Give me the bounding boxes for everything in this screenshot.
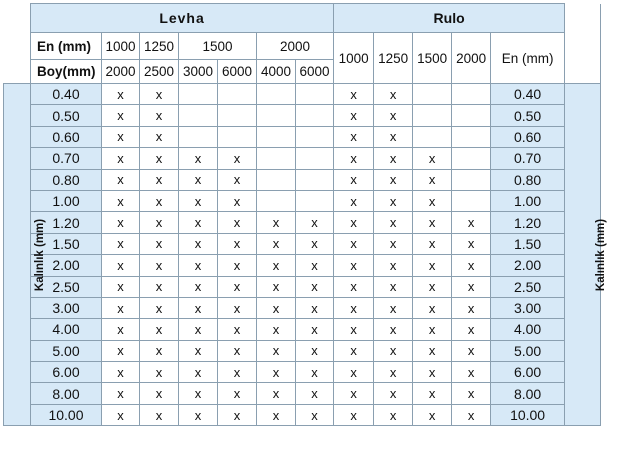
thickness-value-right: 0.60	[491, 126, 565, 147]
rulo-cell: x	[334, 297, 374, 318]
levha-cell: x	[257, 319, 296, 340]
rulo-en-1250: 1250	[374, 33, 413, 84]
thickness-value-right: 3.00	[491, 297, 565, 318]
rulo-cell: x	[334, 169, 374, 190]
levha-cell: x	[218, 212, 257, 233]
rulo-cell: x	[413, 340, 452, 361]
levha-cell: x	[218, 404, 257, 425]
levha-cell: x	[102, 169, 140, 190]
thickness-value: 1.00	[31, 190, 102, 211]
en-label: En (mm)	[31, 33, 102, 60]
levha-title: Levha	[31, 4, 334, 33]
levha-cell: x	[102, 190, 140, 211]
rulo-cell: x	[413, 190, 452, 211]
dimensions-table	[3, 3, 608, 426]
rulo-cell: x	[374, 190, 413, 211]
levha-cell: x	[296, 297, 334, 318]
thickness-value-right: 10.00	[491, 404, 565, 425]
thickness-value: 5.00	[31, 340, 102, 361]
en-value-2000: 2000	[257, 33, 334, 60]
thickness-value-right: 6.00	[491, 362, 565, 383]
rulo-cell: x	[413, 169, 452, 190]
thickness-value: 8.00	[31, 383, 102, 404]
thickness-value-right: 0.50	[491, 105, 565, 126]
levha-cell	[257, 148, 296, 169]
rulo-en-1000: 1000	[334, 33, 374, 84]
levha-cell	[296, 169, 334, 190]
levha-cell: x	[140, 190, 179, 211]
rulo-title: Rulo	[334, 4, 565, 33]
table-row	[4, 362, 601, 383]
levha-cell	[257, 84, 296, 105]
levha-cell: x	[179, 276, 218, 297]
en-value-1000: 1000	[102, 33, 140, 60]
rulo-cell	[413, 126, 452, 147]
en-value-1250: 1250	[140, 33, 179, 60]
boy-value: 4000	[257, 60, 296, 84]
rulo-en-label: En (mm)	[491, 33, 565, 84]
rulo-en-1500: 1500	[413, 33, 452, 84]
levha-cell	[179, 84, 218, 105]
levha-cell	[218, 105, 257, 126]
rulo-cell: x	[334, 148, 374, 169]
levha-cell: x	[102, 233, 140, 254]
levha-cell: x	[140, 212, 179, 233]
rulo-cell: x	[452, 276, 491, 297]
rulo-cell: x	[334, 126, 374, 147]
levha-cell: x	[102, 297, 140, 318]
levha-cell: x	[218, 319, 257, 340]
levha-cell: x	[102, 126, 140, 147]
thickness-value: 0.40	[31, 84, 102, 105]
table-row	[4, 255, 601, 276]
levha-cell: x	[102, 255, 140, 276]
levha-cell	[257, 169, 296, 190]
levha-cell	[179, 126, 218, 147]
levha-cell	[296, 105, 334, 126]
levha-cell	[257, 105, 296, 126]
rulo-cell: x	[334, 340, 374, 361]
levha-cell: x	[218, 190, 257, 211]
rulo-cell: x	[374, 340, 413, 361]
levha-cell: x	[257, 276, 296, 297]
levha-cell: x	[140, 276, 179, 297]
rulo-cell: x	[334, 84, 374, 105]
levha-cell: x	[218, 297, 257, 318]
rulo-cell: x	[334, 319, 374, 340]
levha-cell: x	[102, 276, 140, 297]
thickness-value-right: 8.00	[491, 383, 565, 404]
rulo-cell: x	[374, 297, 413, 318]
levha-cell: x	[296, 383, 334, 404]
table-row	[4, 340, 601, 361]
levha-cell: x	[296, 233, 334, 254]
levha-cell: x	[257, 362, 296, 383]
levha-cell: x	[218, 383, 257, 404]
thickness-value: 2.00	[31, 255, 102, 276]
rulo-cell: x	[334, 276, 374, 297]
levha-cell: x	[296, 255, 334, 276]
thickness-value-right: 1.00	[491, 190, 565, 211]
thickness-value: 0.60	[31, 126, 102, 147]
thickness-value: 6.00	[31, 362, 102, 383]
levha-cell: x	[179, 212, 218, 233]
levha-cell: x	[179, 190, 218, 211]
levha-cell: x	[140, 404, 179, 425]
table-row	[4, 126, 601, 147]
thickness-value: 0.70	[31, 148, 102, 169]
table-body	[4, 84, 608, 426]
rulo-cell: x	[452, 297, 491, 318]
thickness-value: 10.00	[31, 404, 102, 425]
rulo-cell: x	[334, 383, 374, 404]
levha-cell: x	[257, 297, 296, 318]
rulo-cell: x	[374, 319, 413, 340]
rulo-cell: x	[452, 255, 491, 276]
levha-cell: x	[257, 255, 296, 276]
rulo-cell: x	[374, 105, 413, 126]
table-row	[4, 148, 601, 169]
levha-cell: x	[102, 340, 140, 361]
levha-cell: x	[218, 169, 257, 190]
levha-cell: x	[140, 169, 179, 190]
levha-cell: x	[102, 212, 140, 233]
rulo-cell: x	[334, 105, 374, 126]
rulo-cell	[452, 169, 491, 190]
levha-cell: x	[218, 233, 257, 254]
rulo-cell: x	[374, 169, 413, 190]
thickness-value: 3.00	[31, 297, 102, 318]
thickness-value-right: 5.00	[491, 340, 565, 361]
rulo-cell: x	[413, 148, 452, 169]
rulo-cell: x	[334, 255, 374, 276]
levha-cell: x	[140, 383, 179, 404]
rulo-cell: x	[452, 233, 491, 254]
levha-cell: x	[257, 340, 296, 361]
rulo-cell	[413, 84, 452, 105]
corner-left	[4, 4, 31, 84]
thickness-value: 2.50	[31, 276, 102, 297]
thickness-value-right: 4.00	[491, 319, 565, 340]
levha-cell: x	[140, 148, 179, 169]
thickness-value: 0.80	[31, 169, 102, 190]
rulo-cell: x	[452, 362, 491, 383]
thickness-value: 1.50	[31, 233, 102, 254]
levha-cell: x	[179, 297, 218, 318]
boy-value: 6000	[218, 60, 257, 84]
thickness-value: 1.20	[31, 212, 102, 233]
rulo-cell: x	[413, 233, 452, 254]
levha-cell	[296, 190, 334, 211]
rulo-cell: x	[374, 362, 413, 383]
table-row	[4, 297, 601, 318]
thickness-value-right: 2.50	[491, 276, 565, 297]
levha-cell: x	[218, 276, 257, 297]
levha-cell: x	[296, 362, 334, 383]
rulo-cell: x	[413, 362, 452, 383]
rulo-cell: x	[334, 212, 374, 233]
boy-value: 2000	[102, 60, 140, 84]
rulo-cell: x	[374, 404, 413, 425]
rulo-cell: x	[374, 383, 413, 404]
thickness-side-label-left	[4, 84, 47, 426]
levha-cell	[296, 148, 334, 169]
levha-cell: x	[179, 255, 218, 276]
levha-cell: x	[179, 404, 218, 425]
levha-cell: x	[102, 404, 140, 425]
levha-cell: x	[102, 105, 140, 126]
rulo-cell	[452, 126, 491, 147]
levha-cell: x	[140, 340, 179, 361]
levha-cell: x	[102, 148, 140, 169]
levha-cell	[296, 84, 334, 105]
boy-value: 2500	[140, 60, 179, 84]
thickness-value: 0.50	[31, 105, 102, 126]
rulo-cell: x	[452, 383, 491, 404]
boy-value: 3000	[179, 60, 218, 84]
levha-cell: x	[296, 404, 334, 425]
rulo-cell: x	[334, 362, 374, 383]
levha-cell: x	[140, 297, 179, 318]
levha-cell: x	[218, 148, 257, 169]
table-row	[4, 190, 601, 211]
levha-cell: x	[140, 105, 179, 126]
levha-cell: x	[218, 340, 257, 361]
rulo-cell: x	[413, 276, 452, 297]
table-row	[4, 105, 601, 126]
rulo-cell: x	[374, 84, 413, 105]
rulo-cell: x	[413, 319, 452, 340]
levha-cell: x	[179, 340, 218, 361]
rulo-cell: x	[374, 276, 413, 297]
levha-cell: x	[102, 319, 140, 340]
levha-cell: x	[179, 148, 218, 169]
levha-cell: x	[140, 233, 179, 254]
thickness-value-right: 0.80	[491, 169, 565, 190]
rulo-en-2000: 2000	[452, 33, 491, 84]
thickness-value-right: 1.20	[491, 212, 565, 233]
levha-cell: x	[140, 319, 179, 340]
levha-cell: x	[179, 169, 218, 190]
levha-cell: x	[218, 255, 257, 276]
levha-cell	[179, 105, 218, 126]
levha-cell	[257, 126, 296, 147]
corner-right	[565, 4, 601, 84]
rulo-cell: x	[374, 148, 413, 169]
rulo-cell: x	[413, 383, 452, 404]
levha-cell: x	[102, 84, 140, 105]
levha-cell: x	[296, 276, 334, 297]
thickness-side-label-right	[565, 84, 608, 426]
rulo-cell	[452, 148, 491, 169]
rulo-cell: x	[413, 255, 452, 276]
table-row	[4, 84, 601, 105]
thickness-label: Kalınlık (mm)	[34, 218, 47, 291]
levha-cell: x	[140, 362, 179, 383]
levha-cell: x	[140, 126, 179, 147]
levha-cell: x	[296, 319, 334, 340]
rulo-cell: x	[374, 233, 413, 254]
thickness-label: Kalınlık (mm)	[595, 218, 608, 291]
rulo-cell: x	[452, 404, 491, 425]
levha-cell	[218, 84, 257, 105]
levha-cell: x	[179, 233, 218, 254]
rulo-cell: x	[374, 255, 413, 276]
table-row	[4, 169, 601, 190]
levha-cell	[296, 126, 334, 147]
levha-cell: x	[179, 383, 218, 404]
levha-cell: x	[179, 362, 218, 383]
table-row	[4, 276, 601, 297]
rulo-cell	[452, 84, 491, 105]
rulo-cell: x	[413, 404, 452, 425]
rulo-cell: x	[374, 212, 413, 233]
levha-cell: x	[296, 212, 334, 233]
levha-cell: x	[257, 383, 296, 404]
rulo-cell: x	[452, 212, 491, 233]
rulo-cell	[452, 190, 491, 211]
thickness-value-right: 0.70	[491, 148, 565, 169]
levha-cell: x	[102, 362, 140, 383]
thickness-value-right: 1.50	[491, 233, 565, 254]
levha-cell	[257, 190, 296, 211]
boy-label: Boy(mm)	[31, 60, 102, 84]
levha-cell: x	[257, 233, 296, 254]
levha-cell: x	[257, 212, 296, 233]
table-row	[4, 319, 601, 340]
levha-cell	[218, 126, 257, 147]
levha-cell: x	[140, 255, 179, 276]
rulo-cell	[413, 105, 452, 126]
rulo-cell: x	[334, 190, 374, 211]
rulo-cell: x	[413, 297, 452, 318]
rulo-cell	[452, 105, 491, 126]
rulo-cell: x	[374, 126, 413, 147]
table-row	[4, 212, 601, 233]
rulo-cell: x	[334, 233, 374, 254]
levha-cell: x	[179, 319, 218, 340]
rulo-cell: x	[334, 404, 374, 425]
table-row	[4, 404, 601, 425]
levha-cell: x	[296, 340, 334, 361]
thickness-value-right: 0.40	[491, 84, 565, 105]
table-row	[4, 233, 601, 254]
en-value-1500: 1500	[179, 33, 257, 60]
table-row	[4, 383, 601, 404]
levha-cell: x	[257, 404, 296, 425]
boy-value: 6000	[296, 60, 334, 84]
rulo-cell: x	[413, 212, 452, 233]
levha-cell: x	[140, 84, 179, 105]
thickness-value: 4.00	[31, 319, 102, 340]
rulo-cell: x	[452, 319, 491, 340]
levha-cell: x	[102, 383, 140, 404]
thickness-value-right: 2.00	[491, 255, 565, 276]
rulo-cell: x	[452, 340, 491, 361]
levha-cell: x	[218, 362, 257, 383]
